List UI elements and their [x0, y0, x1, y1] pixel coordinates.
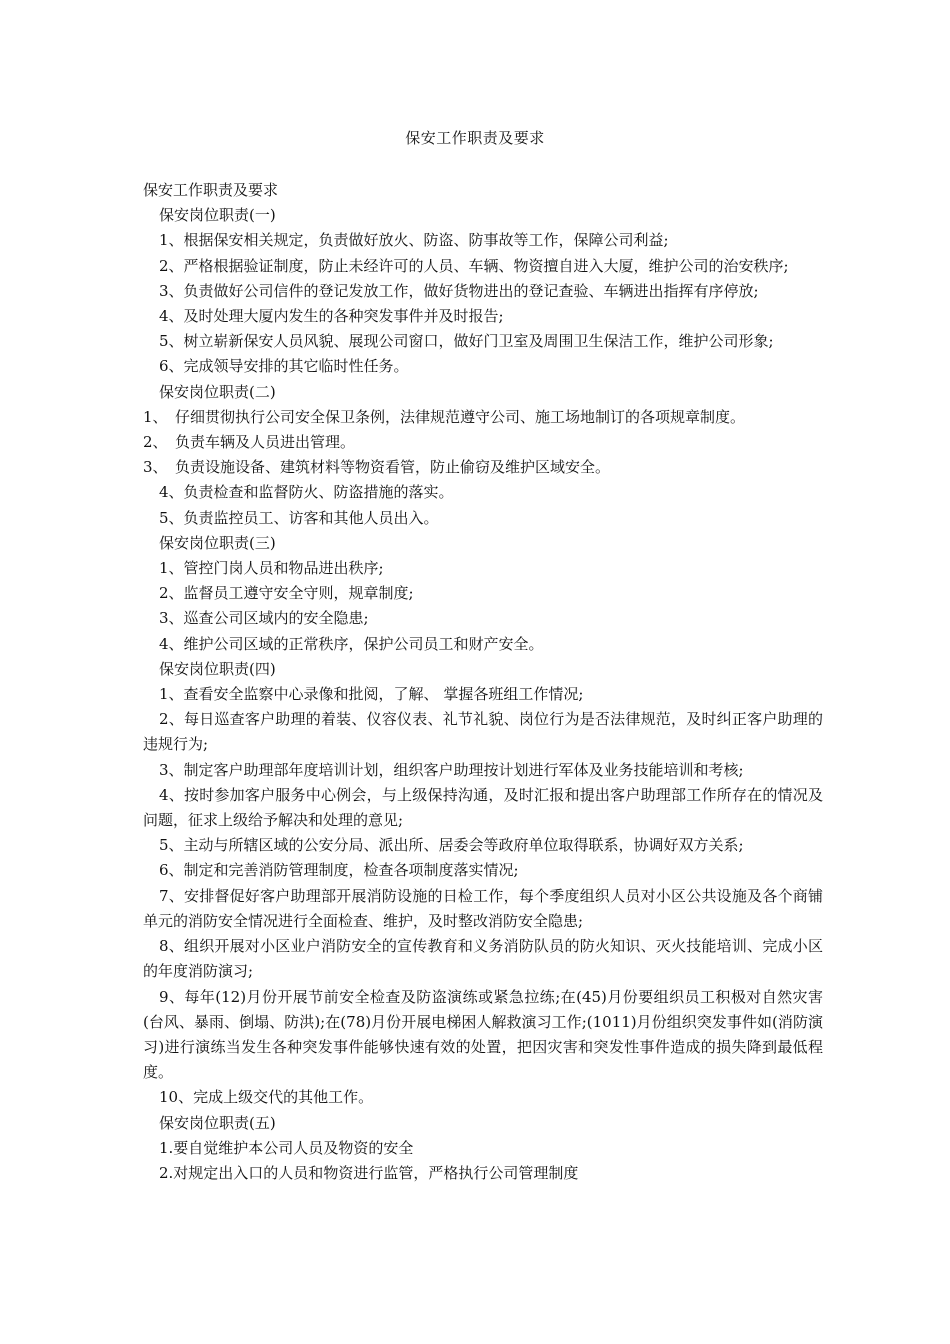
list-item: 8、组织开展对小区业户消防安全的宣传教育和义务消防队员的防火知识、灭火技能培训、完成小区的年度消防演习;: [143, 937, 823, 981]
list-item: 4、及时处理大厦内发生的各种突发事件并及时报告;: [159, 307, 504, 326]
list-item: 1、查看安全监察中心录像和批阅，了解、 掌握各班组工作情况;: [159, 685, 584, 704]
list-item: 6、制定和完善消防管理制度，检查各项制度落实情况;: [159, 861, 519, 880]
list-item: 3、负责做好公司信件的登记发放工作，做好货物进出的登记查验、车辆进出指挥有序停放;: [159, 281, 759, 300]
section-heading-1: 保安岗位职责(一): [159, 206, 276, 225]
list-item: 4、按时参加客户服务中心例会，与上级保持沟通，及时汇报和提出客户助理部工作所存在的情况及问题，征求上级给予解决和处理的意见;: [143, 785, 823, 830]
list-item: 3、 负责设施设备、建筑材料等物资看管，防止偷窃及维护区域安全。: [143, 458, 611, 477]
list-item: 4、维护公司区域的正常秩序，保护公司员工和财产安全。: [159, 634, 544, 653]
list-item: 2、 负责车辆及人员进出管理。: [143, 433, 356, 452]
list-item: 3、制定客户助理部年度培训计划，组织客户助理按计划进行军体及业务技能培训和考核;: [159, 760, 744, 779]
section-heading-4: 保安岗位职责(四): [159, 659, 276, 678]
list-item: 2、监督员工遵守安全守则，规章制度;: [159, 584, 414, 603]
document-title: 保安工作职责及要求: [405, 129, 545, 147]
list-item: 1、根据保安相关规定，负责做好放火、防盗、防事故等工作，保障公司利益;: [159, 231, 669, 250]
section-heading-2: 保安岗位职责(二): [159, 382, 276, 401]
list-item: 1、管控门岗人员和物品进出秩序;: [159, 559, 384, 578]
list-item: 5、树立崭新保安人员风貌、展现公司窗口，做好门卫室及周围卫生保洁工作，维护公司形象;: [159, 332, 774, 351]
list-item: 2、每日巡查客户助理的着装、仪容仪表、礼节礼貌、岗位行为是否法律规范，及时纠正客户助理的违规行为;: [143, 710, 823, 754]
list-item: 5、主动与所辖区域的公安分局、派出所、居委会等政府单位取得联系，协调好双方关系;: [159, 836, 744, 855]
document-body: [143, 178, 823, 1186]
document-subtitle: 保安工作职责及要求: [143, 181, 279, 199]
list-item: 2、严格根据验证制度，防止未经许可的人员、车辆、物资擅自进入大厦，维护公司的治安秩序;: [159, 256, 789, 275]
list-item: 1.要自觉维护本公司人员及物资的安全: [159, 1138, 414, 1157]
list-item: 1、 仔细贯彻执行公司安全保卫条例，法律规范遵守公司、施工场地制订的各项规章制度。: [143, 407, 746, 426]
list-item: 3、巡查公司区域内的安全隐患;: [159, 609, 369, 628]
section-heading-5: 保安岗位职责(五): [159, 1113, 276, 1132]
list-item: 6、完成领导安排的其它临时性任务。: [159, 357, 409, 376]
list-item: 4、负责检查和监督防火、防盗措施的落实。: [159, 483, 454, 502]
section-heading-3: 保安岗位职责(三): [159, 533, 276, 552]
list-item: 2.对规定出入口的人员和物资进行监管，严格执行公司管理制度: [159, 1163, 579, 1182]
list-item: 5、负责监控员工、访客和其他人员出入。: [159, 508, 439, 527]
list-item: 7、安排督促好客户助理部开展消防设施的日检工作，每个季度组织人员对小区公共设施及各个商铺单元的消防安全情况进行全面检查、维护，及时整改消防安全隐患;: [143, 886, 823, 930]
list-item: 10、完成上级交代的其他工作。: [159, 1088, 374, 1107]
list-item: 9、每年(12)月份开展节前安全检查及防盗演练或紧急拉练;在(45)月份要组织员工积极对自然灾害(台风、暴雨、倒塌、防洪);在(78)月份开展电梯困人解救演习工作;(1011)月份组织突发事件如(消防演习)进行演练当发生各种突发事件能够快速有效的处置，把因灾害和突发性事件造成的损失降到最低程度。: [143, 987, 823, 1082]
